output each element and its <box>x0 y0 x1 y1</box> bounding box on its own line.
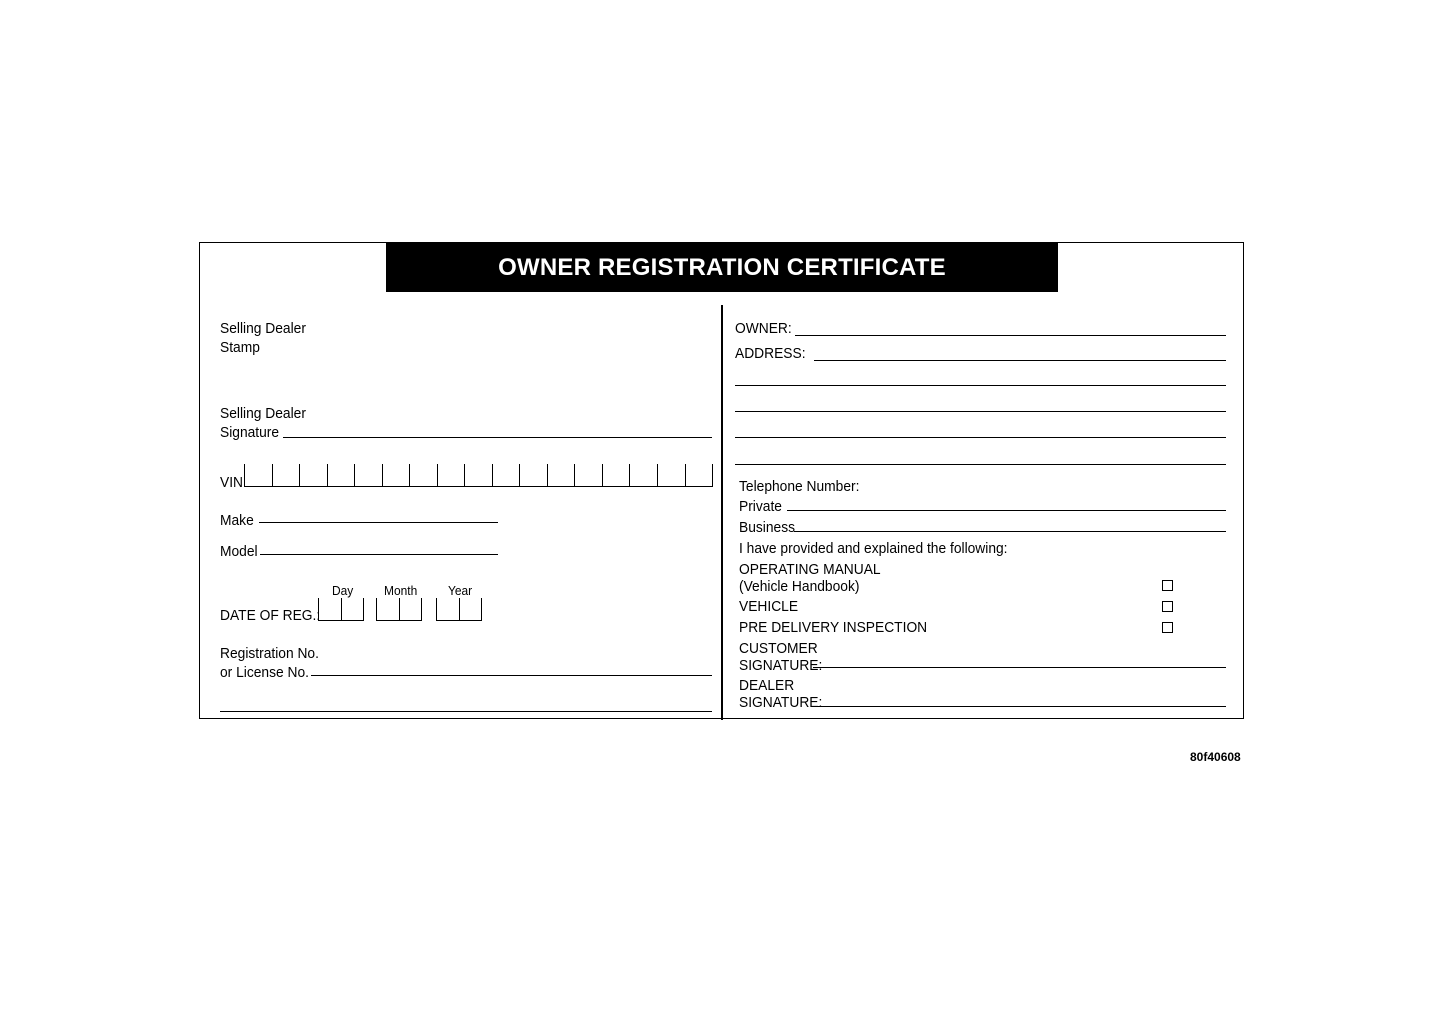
private-phone-label: Private <box>739 498 782 515</box>
make-label: Make <box>220 512 254 529</box>
vin-char-box[interactable] <box>409 464 437 486</box>
figure-code: 80f40608 <box>1190 750 1241 764</box>
explained-label: I have provided and explained the following: <box>739 540 1008 557</box>
vin-char-box[interactable] <box>382 464 410 486</box>
vin-char-box[interactable] <box>602 464 630 486</box>
vin-char-box[interactable] <box>685 464 714 486</box>
address-field-line1[interactable] <box>814 360 1226 361</box>
model-label: Model <box>220 543 258 560</box>
owner-label: OWNER: <box>735 320 792 337</box>
registration-label-line1: Registration No. <box>220 645 319 662</box>
customer-signature-label-line2: SIGNATURE: <box>739 657 823 674</box>
stamp-label-line1: Selling Dealer <box>220 320 306 337</box>
customer-signature-label-line1: CUSTOMER <box>739 640 818 657</box>
date-month-boxes[interactable] <box>376 598 422 621</box>
dealer-signature-field[interactable] <box>814 706 1226 707</box>
checklist-operating-manual-sublabel: (Vehicle Handbook) <box>739 578 860 595</box>
owner-field[interactable] <box>795 335 1226 336</box>
date-day-boxes[interactable] <box>318 598 364 621</box>
stamp-label-line2: Stamp <box>220 339 260 356</box>
telephone-label: Telephone Number: <box>739 478 860 495</box>
checklist-operating-manual-label: OPERATING MANUAL <box>739 561 881 578</box>
address-field-line3[interactable] <box>735 411 1226 412</box>
vin-char-box[interactable] <box>464 464 492 486</box>
signature-label-line2: Signature <box>220 424 280 441</box>
checklist-pdi-label: PRE DELIVERY INSPECTION <box>739 619 928 636</box>
vin-char-box[interactable] <box>354 464 382 486</box>
registration-number-field[interactable] <box>311 675 712 676</box>
registration-label-line2: or License No. <box>220 664 309 681</box>
vin-char-box[interactable] <box>244 464 272 486</box>
date-of-reg-label: DATE OF REG.: <box>220 607 321 624</box>
dealer-stamp-area[interactable] <box>220 362 710 400</box>
address-label: ADDRESS: <box>735 345 806 362</box>
vin-char-box[interactable] <box>437 464 465 486</box>
pdi-checkbox[interactable] <box>1162 622 1173 633</box>
vin-char-box[interactable] <box>519 464 547 486</box>
address-field-line4[interactable] <box>735 437 1226 438</box>
date-year-boxes[interactable] <box>436 598 482 621</box>
business-phone-label: Business <box>739 519 796 536</box>
registration-number-field-line2[interactable] <box>220 711 712 712</box>
column-divider <box>721 305 723 720</box>
business-phone-field[interactable] <box>794 531 1226 532</box>
vin-char-box[interactable] <box>547 464 575 486</box>
certificate-title: OWNER REGISTRATION CERTIFICATE <box>386 243 1058 292</box>
signature-label-line1: Selling Dealer <box>220 405 306 422</box>
address-field-line2[interactable] <box>735 385 1226 386</box>
vin-char-box[interactable] <box>657 464 685 486</box>
vin-char-box[interactable] <box>327 464 355 486</box>
vin-label: VIN <box>220 474 244 491</box>
vehicle-checkbox[interactable] <box>1162 601 1173 612</box>
checklist-vehicle-label: VEHICLE <box>739 598 799 615</box>
private-phone-field[interactable] <box>787 510 1226 511</box>
vin-char-box[interactable] <box>299 464 327 486</box>
make-field[interactable] <box>259 522 498 523</box>
vin-input-boxes[interactable] <box>244 464 713 487</box>
operating-manual-checkbox[interactable] <box>1162 580 1173 591</box>
dealer-signature-label-line2: SIGNATURE: <box>739 694 823 711</box>
address-field-line5[interactable] <box>735 464 1226 465</box>
date-day-label: Day <box>332 583 354 598</box>
date-year-label: Year <box>448 583 473 598</box>
vin-char-box[interactable] <box>272 464 300 486</box>
dealer-signature-label-line1: DEALER <box>739 677 795 694</box>
vin-char-box[interactable] <box>492 464 520 486</box>
dealer-signature-field[interactable] <box>283 437 712 438</box>
vin-char-box[interactable] <box>629 464 657 486</box>
customer-signature-field[interactable] <box>813 667 1226 668</box>
date-month-label: Month <box>384 583 418 598</box>
model-field[interactable] <box>260 554 498 555</box>
vin-char-box[interactable] <box>574 464 602 486</box>
